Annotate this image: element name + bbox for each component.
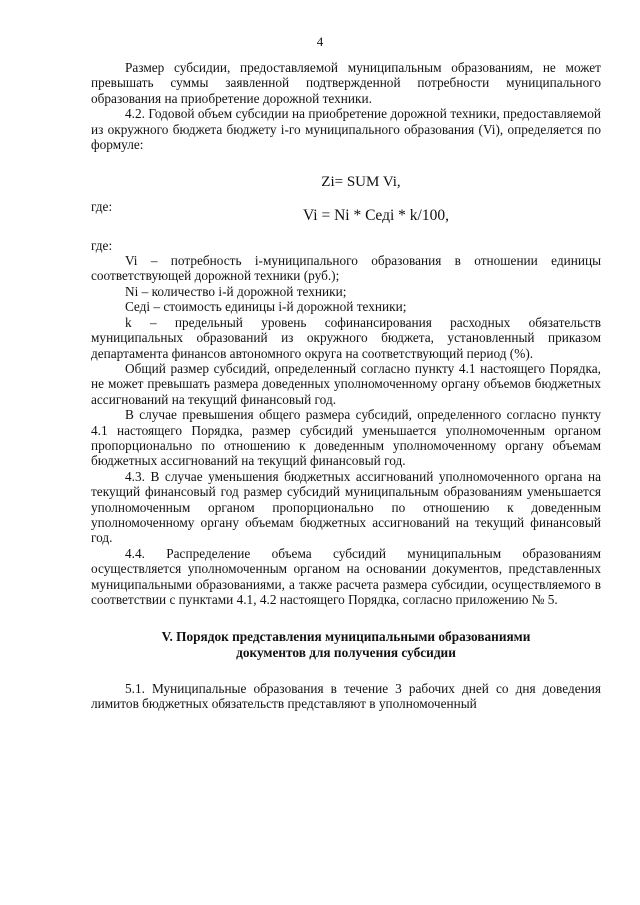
definition-v: Vi – потребность i-муниципального образования в отношении единицы соответствующей дорожной техники (руб.); xyxy=(91,253,601,284)
formula-total-subsidy: Zi= SUM Vi, xyxy=(321,174,401,191)
definition-n: Ni – количество i-й дорожной техники; xyxy=(125,283,347,299)
section-title xyxy=(91,629,601,660)
paragraph-4-3: 4.3. В случае уменьшения бюджетных ассигнований уполномоченного органа на текущий финансовый год размер субсидий муниципальным образованиям уменьшается уполномоченным органом пропорционально по отношению к доведенным уполномоченному органу объемам бюджетных ассигнований на текущий финансовый год. xyxy=(91,468,601,546)
section-title-line-1: V. Порядок представления муниципальными образованиями xyxy=(161,629,531,645)
label-where-2: где: xyxy=(91,237,113,253)
document-body xyxy=(91,60,601,711)
definition-c: Cедi – стоимость единицы i-й дорожной техники; xyxy=(125,299,407,315)
paragraph-excess-case: В случае превышения общего размера субсидий, определенного согласно пункту 4.1 настоящего Порядка, размер субсидий уменьшается уполномоченным органом пропорционально по отношению к доведенным уполномоченному органу объемам бюджетных ассигнований на текущий финансовый год. xyxy=(91,407,601,469)
label-where-1: где: xyxy=(91,198,113,214)
paragraph-4-2: 4.2. Годовой объем субсидии на приобретение дорожной техники, предоставляемой из окружного бюджета бюджету i-го муниципального образования (Vi), определяется по формуле: xyxy=(91,106,601,153)
paragraph-total-size: Общий размер субсидий, определенный согласно пункту 4.1 настоящего Порядка, не может превышать размера доведенных уполномоченному органу объемов бюджетных ассигнований на текущий финансовый год. xyxy=(91,360,601,407)
paragraph-5-1: 5.1. Муниципальные образования в течение 3 рабочих дней со дня доведения лимитов бюджетных обязательств представляют в уполномоченный xyxy=(91,680,601,711)
section-title-line-2: документов для получения субсидии xyxy=(236,645,456,660)
page-number: 4 xyxy=(316,34,324,49)
formula-subsidy-per-municipality: Vi = Ni * Cедi * k/100, xyxy=(303,207,449,225)
definition-k: k – предельный уровень софинансирования расходных обязательств муниципальных образований из окружного бюджета, установленный приказом департамента финансов автономного округа на соответствующий период (%). xyxy=(91,314,601,361)
paragraph-4-4: 4.4. Распределение объема субсидий муниципальным образованиям осуществляется уполномоченным органом на основании документов, представленных муниципальными образованиями, а также расчета размера субсидии, осуществляемого в соответствии с пунктами 4.1, 4.2 настоящего Порядка, согласно приложению № 5. xyxy=(91,545,601,607)
paragraph-subsidy-limit: Размер субсидии, предоставляемой муниципальным образованиям, не может превышать суммы заявленной подтвержденной потребности муниципального образования на приобретение дорожной техники. xyxy=(91,60,601,106)
